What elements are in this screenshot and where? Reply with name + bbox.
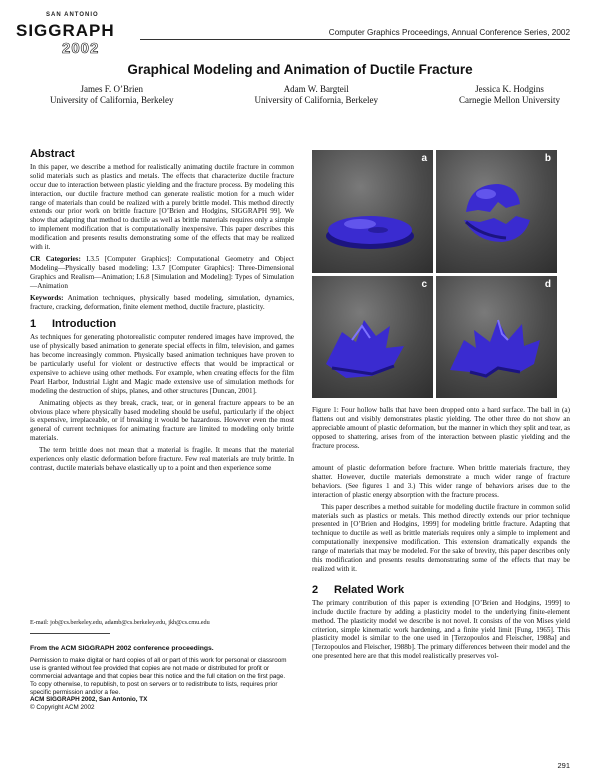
logo-year: 2002: [62, 40, 100, 57]
figure-1: [312, 150, 557, 398]
author-affiliation: Carnegie Mellon University: [459, 95, 560, 105]
author-list: [50, 84, 560, 106]
permission-heading: From the ACM SIGGRAPH 2002 conference proceedings.: [30, 645, 214, 652]
panel-label: c: [421, 278, 427, 290]
torn-ball-image: [312, 276, 433, 398]
abstract-heading: Abstract: [30, 148, 75, 160]
intro-paragraph-3: The term brittle does not mean that a material is fragile. It means that the material experiences only elastic deformation before fracture. Few real materials are truly brittle. In contrast, ductile materials behave elastically up to a point and then experience some: [30, 446, 294, 472]
author-affiliation: University of California, Berkeley: [254, 95, 378, 105]
keywords: [30, 294, 294, 312]
figure-panel-a: [312, 150, 433, 273]
permission-notice: [30, 645, 292, 712]
figure-panel-c: [312, 276, 433, 399]
conference-venue: ACM SIGGRAPH 2002, San Antonio, TX: [30, 696, 148, 704]
author-name: James F. O’Brien: [80, 84, 143, 94]
figure-panel-b: [436, 150, 557, 273]
left-column: [30, 150, 294, 476]
logo-wordmark: SIGGRAPH: [16, 21, 115, 40]
panel-label: a: [421, 153, 427, 164]
intro-continued-paragraph: amount of plastic deformation before fracture. When brittle materials fracture, they shatter. However, ductile materials demonstrate a much wider range of fracture behaviors. (See figures 1 and 3.) This wider range of behaviors arises due to the interaction of plastic energy absorption with the fracture process.: [312, 464, 570, 499]
flattened-ball-image: [312, 150, 433, 272]
permission-text: Permission to make digital or hard copies of all or part of this work for personal or classroom use is granted without fee provided that copies are not made or distributed for profit or commercial advantage and that copies bear this notice and the full citation on the first page. To copy otherwise, to republish, to post on servers or to redistribute to lists, requires prior specific permission and/or a fee.: [30, 656, 287, 696]
cr-label: CR Categories:: [30, 254, 81, 263]
footnote-rule: [30, 633, 110, 634]
section-title: Related Work: [334, 583, 405, 596]
cr-categories: [30, 255, 294, 291]
copyright-line: © Copyright ACM 2002: [30, 704, 95, 712]
author-name: Adam W. Bargteil: [283, 84, 349, 94]
panel-label: b: [544, 153, 551, 164]
abstract-body: In this paper, we describe a method for realistically animating ductile fracture in common solid materials such as plastics and metals. The effects that characterize ductile fracture occur due to interaction between plastic yielding and the fracture process. By modeling this interaction, our ductile fracture method can generate realistic motion for a much wider range of materials than could be realized with a purely brittle model. This method directly extends our prior work on brittle fracture [O’Brien and Hodgins, SIGGRAPH 99]. We show that adapting that method to ductile as well as brittle materials requires only a simple to implement modification that is computationally inexpensive. This paper describes this modification and presents results demonstrating some of the effects that may be realized with it.: [30, 162, 294, 252]
section-number: 1: [30, 318, 37, 331]
panel-label: d: [544, 278, 551, 290]
author-block: [50, 84, 173, 106]
intro-paragraph-2: Animating objects as they break, crack, tear, or in general fracture appears to be an obvious place where physically based modeling should be useful, particularly if the object is expensive, irreplaceable, or if breaking it would be hazardous. However even the most general of current techniques for animating fracture are limited to modeling only brittle materials.: [30, 398, 294, 443]
keywords-text: Animation techniques, physically based modeling, simulation, dynamics, fracture, cracking, deformation, finite element method, ductile fracture, plasticity.: [30, 293, 295, 311]
cr-text: I.3.5 [Computer Graphics]: Computational Geometry and Object Modeling—Physically based modeling; I.3.7 [Computer Graphics]: Three-Dimensional Graphics and Realism—Animation; I.6.8 [Simulation and Modeling]: Types of Simulation—Animation: [30, 254, 294, 290]
logo-location: SAN ANTONIO: [46, 12, 99, 18]
page-number: 291: [557, 761, 570, 770]
shredded-ball-image: [436, 276, 557, 398]
author-name: Jessica K. Hodgins: [475, 84, 544, 94]
paper-title: Graphical Modeling and Animation of Ductile Fracture: [127, 62, 473, 77]
right-column: [312, 464, 570, 664]
intro-paragraph-1: As techniques for generating photorealistic computer rendered images have improved, the use of physically based animation to generate special effects in film, television, and games has become increasingly common. Physically based animation techniques have proven to be particularly useful for violent or destructive effects that would be impractical or expensive to achieve using other methods. For example, when creating effects for the film Pearl Harbor, Industrial Light and Magic made extensive use of simulation methods for modeling the destruction of ships, planes, and other structures [Duncan, 2001].: [30, 333, 294, 395]
split-ball-image: [436, 150, 557, 272]
related-work-paragraph: The primary contribution of this paper is extending [O’Brien and Hodgins, 1999] to include ductile fracture by adding a plasticity model to the underlying finite-element method. The plasticity model we describe is not novel. It consists of the von Mises yield criterion, simple kinematic work hardening, and a finite yield limit [Fung, 1965]. This plasticity model is similar to the one used in [Terzopoulos and Fleischer, 1988a] and [Terzopoulos and Fleischer, 1988b]. The primary differences between their model and the one presented here are that this model realistically preserves vol-: [312, 598, 570, 661]
related-work-heading: [312, 583, 570, 596]
running-head: Computer Graphics Proceedings, Annual Conference Series, 2002: [328, 28, 570, 37]
section-number: 2: [312, 583, 319, 596]
section-title: Introduction: [52, 318, 117, 331]
intro-paragraph-4: This paper describes a method suitable for modeling ductile fracture in common solid materials such as plastics or metals. This method directly extends our prior technique presented in [O’Brien and Hodgins, 1999] for modeling brittle fracture. Adapting that technique to ductile as well as brittle materials requires only a simple to implement and computationally inexpensive modification. This extension dramatically expands the range of materials that may be modeled. For the sake of brevity, this paper describes only this modification and presents results demonstrating some of the effects that may be realized with it.: [312, 502, 570, 573]
intro-heading: [30, 320, 294, 329]
keywords-label: Keywords:: [30, 293, 64, 302]
author-affiliation: University of California, Berkeley: [50, 95, 174, 105]
author-email-footnote: E-mail: job@cs.berkeley.edu, adamb@cs.berkeley.edu, jkh@cs.cmu.edu: [30, 619, 210, 626]
author-block: [459, 84, 560, 106]
figure-caption: Figure 1: Four hollow balls that have been dropped onto a hard surface. The ball in (a) flattens out and visibly demonstrates plastic yielding. The other three do not show an appreciable amount of plastic deformation, but the manner in which they split and tear, as opposed to shattering, arises from of the interaction between plastic yielding and the fracture process.: [312, 406, 570, 450]
author-block: [255, 84, 378, 106]
figure-panel-d: [436, 276, 557, 399]
header-rule: [140, 39, 570, 40]
siggraph-logo: [16, 12, 148, 58]
